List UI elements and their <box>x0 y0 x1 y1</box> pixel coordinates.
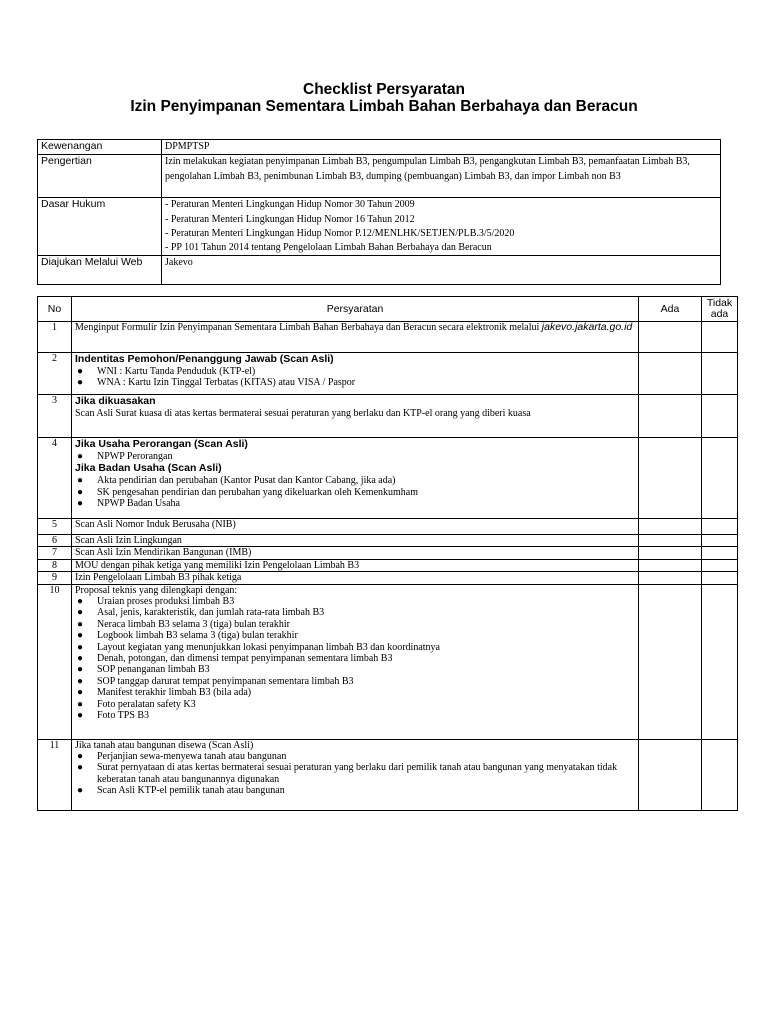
requirement-bullet-text: SOP penanganan limbah B3 <box>97 664 210 676</box>
kewenangan-label: Kewenangan <box>38 140 162 155</box>
tidak-ada-checkbox-cell[interactable] <box>702 395 738 438</box>
requirement-bullet-item <box>75 676 635 687</box>
requirement-number: 6 <box>38 535 72 547</box>
requirement-bullet-item <box>75 619 635 630</box>
dasar-hukum-label: Dasar Hukum <box>38 198 162 256</box>
requirement-description <box>75 547 635 558</box>
tidak-ada-checkbox-cell[interactable] <box>702 739 738 810</box>
requirement-bullet-text: Akta pendirian dan perubahan (Kantor Pusat dan Kantor Cabang, jika ada) <box>97 475 396 487</box>
bullet-icon: ● <box>77 675 84 687</box>
requirement-bullet-text: WNI : Kartu Tanda Penduduk (KTP-el) <box>97 366 256 377</box>
bullet-icon: ● <box>77 486 84 498</box>
info-row-dasar-hukum <box>38 198 721 256</box>
requirement-bullet-item <box>75 751 635 762</box>
document-subtitle: Izin Penyimpanan Sementara Limbah Bahan Berbahaya dan Beracun <box>130 98 638 115</box>
info-row-pengertian <box>38 155 721 198</box>
requirement-bullet-text: Foto TPS B3 <box>97 710 150 722</box>
requirements-body <box>38 322 738 811</box>
requirement-description <box>75 560 635 571</box>
tidak-ada-checkbox-cell[interactable] <box>702 584 738 739</box>
requirement-row <box>38 584 738 739</box>
requirement-bullet-item <box>75 653 635 664</box>
bullet-icon: ● <box>77 664 84 676</box>
ada-checkbox-cell[interactable] <box>639 322 702 353</box>
requirement-text <box>72 572 639 584</box>
requirements-header-row <box>38 297 738 322</box>
requirement-description-text: Jika tanah atau bangunan disewa (Scan Asli) <box>75 739 254 751</box>
requirement-bullet-item <box>75 451 635 462</box>
requirement-description <box>75 535 635 546</box>
requirement-heading: Jika Badan Usaha (Scan Asli) <box>75 462 222 475</box>
bullet-icon: ● <box>77 698 84 710</box>
requirement-bullet-item <box>75 664 635 675</box>
requirement-bullet-item <box>75 475 635 486</box>
requirement-bullet-item <box>75 498 635 509</box>
requirement-bullet-text: Uraian proses produksi limbah B3 <box>97 596 235 608</box>
bullet-icon: ● <box>77 607 84 619</box>
requirement-text <box>72 535 639 547</box>
requirement-bullet-text: Layout kegiatan yang menunjukkan lokasi penyimpanan limbah B3 dan koordinatnya <box>97 641 440 653</box>
requirement-text <box>72 547 639 559</box>
requirement-row <box>38 438 738 519</box>
requirement-description-text: Menginput Formulir Izin Penyimpanan Sementara Limbah Bahan Berbahaya dan Beracun secara elektronik melalui <box>75 322 540 333</box>
ada-checkbox-cell[interactable] <box>639 519 702 535</box>
ada-checkbox-cell[interactable] <box>639 572 702 584</box>
requirement-bullet-text: Scan Asli KTP-el pemilik tanah atau bangunan <box>97 785 285 797</box>
dasar-hukum-value <box>162 198 721 256</box>
requirement-row <box>38 572 738 584</box>
requirement-bullet-item <box>75 699 635 710</box>
bullet-icon: ● <box>77 366 84 377</box>
ada-checkbox-cell[interactable] <box>639 438 702 519</box>
requirement-description <box>75 585 635 596</box>
requirement-description-text: Proposal teknis yang dilengkapi dengan: <box>75 584 238 596</box>
requirement-bullet-text: WNA : Kartu Izin Tinggal Terbatas (KITAS) atau VISA / Paspor <box>97 377 356 389</box>
requirement-row <box>38 395 738 438</box>
requirement-number: 10 <box>38 584 72 739</box>
requirement-description-text: Izin Pengelolaan Limbah B3 pihak ketiga <box>75 572 242 584</box>
ada-checkbox-cell[interactable] <box>639 547 702 559</box>
requirement-bullet-text: Manifest terakhir limbah B3 (bila ada) <box>97 687 252 699</box>
requirement-description-text: Scan Asli Nomor Induk Berusaha (NIB) <box>75 519 236 530</box>
requirement-text <box>72 584 639 739</box>
requirement-text <box>72 739 639 810</box>
info-table <box>37 139 721 285</box>
requirement-number: 9 <box>38 572 72 584</box>
dasar-hukum-item: - PP 101 Tahun 2014 tentang Pengelolaan Limbah Bahan Berbahaya dan Beracun <box>165 242 492 254</box>
ada-checkbox-cell[interactable] <box>639 395 702 438</box>
document-title: Checklist Persyaratan <box>303 81 465 98</box>
tidak-ada-checkbox-cell[interactable] <box>702 519 738 535</box>
requirement-heading: Indentitas Pemohon/Penanggung Jawab (Scan Asli) <box>75 353 334 365</box>
requirement-bullet-text: Surat pernyataan di atas kertas bermaterai sesuai peraturan yang berlaku dari pemilik tanah atau bangunan yang menyatakan tidak keberatan tanah atau bangunannya digunakan <box>97 762 618 785</box>
requirement-row <box>38 739 738 810</box>
requirement-bullet-text: Asal, jenis, karakteristik, dan jumlah rata-rata limbah B3 <box>97 607 325 619</box>
requirement-bullet-text: Denah, potongan, dan dimensi tempat penyimpanan sementara limbah B3 <box>97 653 393 665</box>
requirement-description <box>75 519 635 530</box>
bullet-icon: ● <box>77 377 84 389</box>
tidak-ada-checkbox-cell[interactable] <box>702 322 738 353</box>
bullet-icon: ● <box>77 498 84 510</box>
requirement-bullet-item <box>75 642 635 653</box>
requirement-bullet-item <box>75 366 635 377</box>
requirement-row <box>38 519 738 535</box>
requirement-row <box>38 535 738 547</box>
requirement-description-text: Scan Asli Izin Lingkungan <box>75 535 182 546</box>
requirement-number: 11 <box>38 739 72 810</box>
bullet-icon: ● <box>77 451 84 462</box>
bullet-icon: ● <box>77 687 84 699</box>
tidak-ada-checkbox-cell[interactable] <box>702 572 738 584</box>
info-row-diajukan <box>38 256 721 285</box>
requirement-bullet-text: NPWP Perorangan <box>97 451 173 462</box>
requirement-row <box>38 559 738 571</box>
requirement-description <box>75 322 635 333</box>
header-no: No <box>38 297 72 322</box>
requirement-bullet-item <box>75 785 635 796</box>
requirement-description-text: MOU dengan pihak ketiga yang memiliki Izin Pengelolaan Limbah B3 <box>75 559 360 571</box>
requirement-description <box>75 572 635 583</box>
requirement-text <box>72 519 639 535</box>
dasar-hukum-item: - Peraturan Menteri Lingkungan Hidup Nomor 16 Tahun 2012 <box>165 213 415 225</box>
dasar-hukum-item: - Peraturan Menteri Lingkungan Hidup Nomor P.12/MENLHK/SETJEN/PLB.3/5/2020 <box>165 227 515 239</box>
tidak-ada-checkbox-cell[interactable] <box>702 438 738 519</box>
requirement-bullet-text: SK pengesahan pendirian dan perubahan yang dikeluarkan oleh Kemenkumham <box>97 486 419 498</box>
bullet-icon: ● <box>77 710 84 722</box>
requirement-bullet-text: Neraca limbah B3 selama 3 (tiga) bulan terakhir <box>97 618 290 630</box>
requirement-bullet-item <box>75 377 635 388</box>
requirement-bullet-text: NPWP Badan Usaha <box>97 498 180 510</box>
requirement-heading: Jika dikuasakan <box>75 395 156 407</box>
requirement-bullet-text: Foto peralatan safety K3 <box>97 698 196 710</box>
ada-checkbox-cell[interactable] <box>639 739 702 810</box>
requirement-number: 7 <box>38 547 72 559</box>
requirement-number: 1 <box>38 322 72 353</box>
requirement-number: 5 <box>38 519 72 535</box>
bullet-icon: ● <box>77 641 84 653</box>
requirement-bullet-item <box>75 487 635 498</box>
requirement-text <box>72 559 639 571</box>
requirement-row <box>38 322 738 353</box>
requirement-number: 2 <box>38 353 72 395</box>
requirement-description-text: Scan Asli Izin Mendirikan Bangunan (IMB) <box>75 547 252 559</box>
requirement-text <box>72 353 639 395</box>
tidak-ada-checkbox-cell[interactable] <box>702 547 738 559</box>
requirement-bullet-text: SOP tanggap darurat tempat penyimpanan sementara limbah B3 <box>97 675 354 687</box>
requirement-number: 8 <box>38 559 72 571</box>
requirement-number: 3 <box>38 395 72 438</box>
requirement-description <box>75 408 635 419</box>
bullet-icon: ● <box>77 762 84 774</box>
requirement-bullet-item <box>75 630 635 641</box>
diajukan-label: Diajukan Melalui Web <box>38 256 162 285</box>
pengertian-value: Izin melakukan kegiatan penyimpanan Limbah B3, pengumpulan Limbah B3, pengangkutan Limbah B3, pemanfaatan Limbah B3, pengolahan Limbah B3, penimbunan Limbah B3, dumping (pembuangan) Limbah B3, dan impor Limbah non B3 <box>162 155 721 198</box>
requirement-bullet-text: Perjanjian sewa-menyewa tanah atau bangunan <box>97 751 287 763</box>
requirement-text <box>72 438 639 519</box>
ada-checkbox-cell[interactable] <box>639 535 702 547</box>
jakevo-link: jakevo.jakarta.go.id <box>541 321 633 333</box>
info-row-kewenangan <box>38 140 721 155</box>
requirement-bullet-text: Logbook limbah B3 selama 3 (tiga) bulan terakhir <box>97 630 298 642</box>
bullet-icon: ● <box>77 751 84 763</box>
requirement-bullet-item <box>75 687 635 698</box>
bullet-icon: ● <box>77 596 84 608</box>
requirement-bullet-item <box>75 596 635 607</box>
tidak-ada-checkbox-cell[interactable] <box>702 559 738 571</box>
ada-checkbox-cell[interactable] <box>639 353 702 395</box>
ada-checkbox-cell[interactable] <box>639 559 702 571</box>
requirement-description <box>75 740 635 751</box>
tidak-ada-checkbox-cell[interactable] <box>702 353 738 395</box>
requirement-row <box>38 353 738 395</box>
requirements-table <box>37 296 738 811</box>
requirement-bullet-item <box>75 607 635 618</box>
requirement-bullet-item <box>75 762 635 785</box>
pengertian-label: Pengertian <box>38 155 162 198</box>
bullet-icon: ● <box>77 653 84 665</box>
requirement-text <box>72 322 639 353</box>
diajukan-value: Jakevo <box>162 256 721 285</box>
requirement-row <box>38 547 738 559</box>
requirement-heading: Jika Usaha Perorangan (Scan Asli) <box>75 438 248 450</box>
bullet-icon: ● <box>77 618 84 630</box>
dasar-hukum-item: - Peraturan Menteri Lingkungan Hidup Nomor 30 Tahun 2009 <box>165 199 415 211</box>
header-ada: Ada <box>639 297 702 322</box>
bullet-icon: ● <box>77 475 84 487</box>
tidak-ada-checkbox-cell[interactable] <box>702 535 738 547</box>
ada-checkbox-cell[interactable] <box>639 584 702 739</box>
requirement-description-text: Scan Asli Surat kuasa di atas kertas bermaterai sesuai peraturan yang berlaku dan KTP-el orang yang diberi kuasa <box>75 408 531 419</box>
header-tidak-ada: Tidak ada <box>702 297 738 322</box>
requirement-bullet-item <box>75 710 635 721</box>
bullet-icon: ● <box>77 785 84 797</box>
requirement-text <box>72 395 639 438</box>
requirement-number: 4 <box>38 438 72 519</box>
header-persyaratan: Persyaratan <box>72 297 639 322</box>
bullet-icon: ● <box>77 630 84 642</box>
kewenangan-value: DPMPTSP <box>162 140 721 155</box>
